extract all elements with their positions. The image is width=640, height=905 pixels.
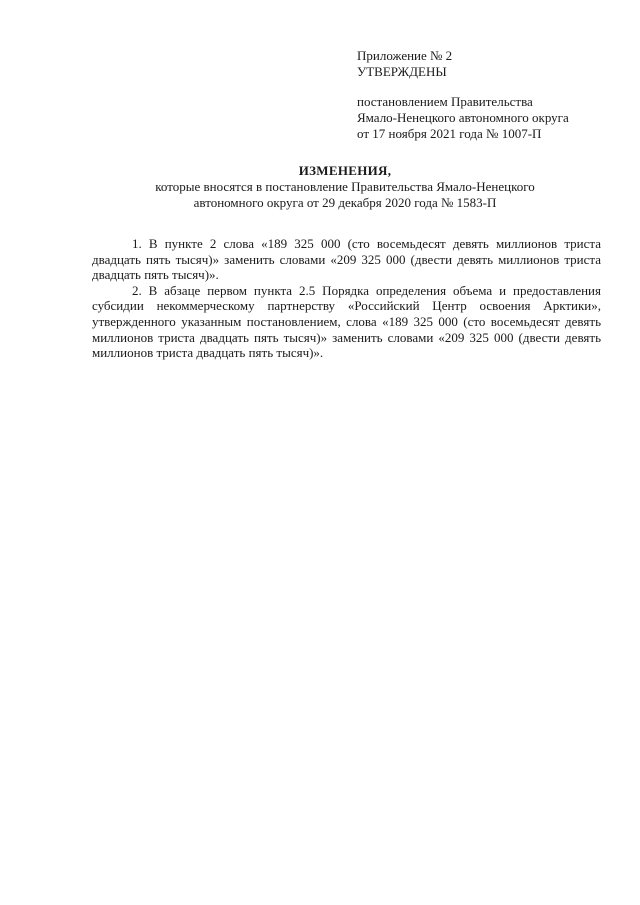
approved-label: УТВЕРЖДЕНЫ [357,64,447,79]
document-subtitle-line-1: которые вносятся в постановление Правительства Ямало-Ненецкого [155,179,535,194]
document-subtitle-line-2: автономного округа от 29 декабря 2020 года № 1583-П [193,195,497,210]
document-heading [90,163,600,211]
approval-authority-line: постановлением Правительства [357,94,533,109]
document-title: ИЗМЕНЕНИЯ, [298,163,392,178]
document-body [92,236,601,361]
amendment-item-2: 2. В абзаце первом пункта 2.5 Порядка определения объема и предоставления субсидии некоммерческому партнерству «Российский Центр освоения Арктики», утвержденного указанным постановлением, слова «189 325 000 (сто восемьдесят девять миллионов триста двадцать пять тысяч)» заменить словами «209 325 000 (двести девять миллионов триста двадцать пять тысяч)». [92,282,601,361]
approval-stamp [357,48,607,142]
amendment-item-1: 1. В пункте 2 слова «189 325 000 (сто восемьдесят девять миллионов триста двадцать пять тысяч)» заменить словами «209 325 000 (двести девять миллионов триста двадцать пять тысяч)». [92,236,601,283]
approval-authority-region: Ямало-Ненецкого автономного округа [357,110,569,125]
approval-date-number: от 17 ноября 2021 года № 1007-П [357,126,542,141]
appendix-number: Приложение № 2 [357,48,453,63]
spacer [357,80,607,94]
